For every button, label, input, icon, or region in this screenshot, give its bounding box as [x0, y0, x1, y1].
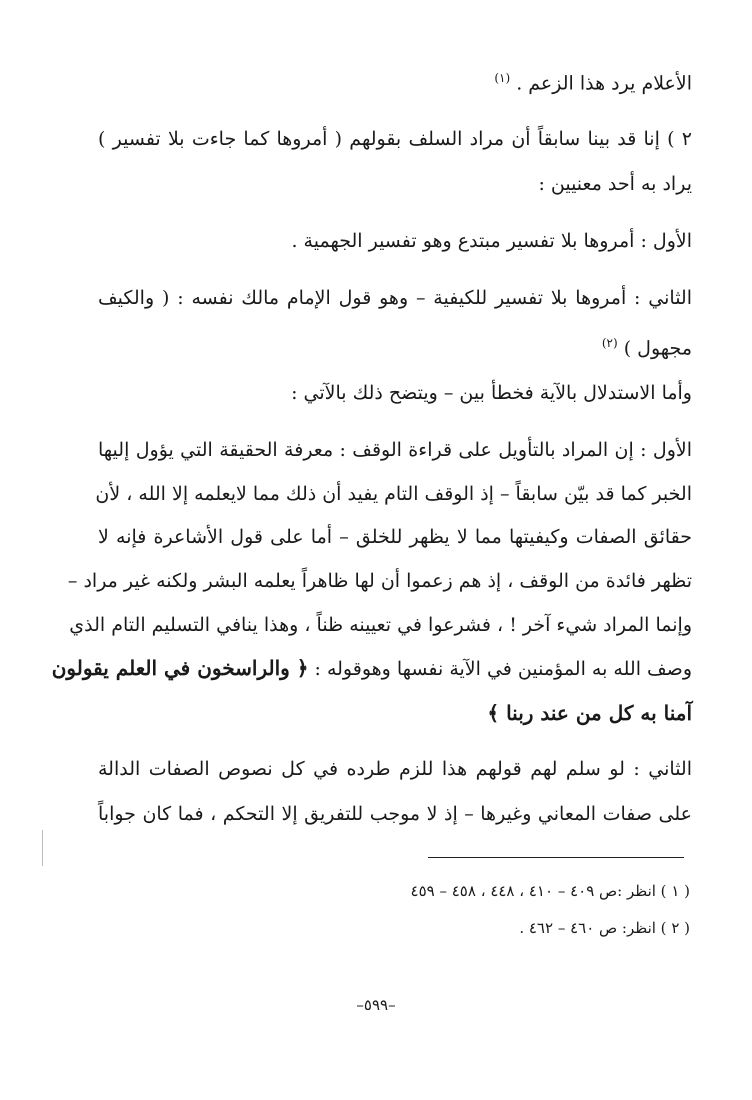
footnote-ref: (١) — [494, 71, 511, 85]
text-line-7 — [98, 379, 692, 407]
text-line-4 — [98, 227, 692, 255]
text-line-5 — [98, 284, 692, 312]
text-line-6 — [98, 329, 692, 362]
line-text: الأول : أمروها بلا تفسير مبتدع وهو تفسير الجهمية . — [291, 230, 692, 252]
text-line-1 — [98, 64, 692, 97]
quran-verse: ﴿ والراسخون في العلم يقولون — [51, 656, 309, 680]
footnote-text: ( ١ ) انظر :ص ٤٠٩ – ٤١٠ ، ٤٤٨ ، ٤٥٨ – ٤٥٩ — [410, 882, 690, 900]
line-text: حقائق الصفات وكيفيتها مما لا يظهر للخلق – أما على قول الأشاعرة فإنه لا — [98, 526, 692, 548]
line-text: وأما الاستدلال بالآية فخطأ بين – ويتضح ذلك بالآتي : — [291, 382, 692, 404]
line-text: وإنما المراد شيء آخر ! ، فشرعوا في تعيينه ظناً ، وهذا ينافي التسليم التام الذي — [69, 614, 692, 636]
text-line-14 — [98, 699, 692, 728]
footnote-ref: (٢) — [601, 336, 618, 350]
line-text: الثاني : لو سلم لهم قولهم هذا للزم طرده في كل نصوص الصفات الدالة — [98, 758, 692, 780]
footnote-1 — [411, 880, 690, 902]
footnote-2 — [519, 917, 690, 939]
line-text: الأول : إن المراد بالتأويل على قراءة الوقف : معرفة الحقيقة التي يؤول إليها — [98, 439, 692, 461]
text-line-13 — [51, 654, 692, 683]
page-number: –٥٩٩– — [356, 996, 396, 1014]
text-line-3 — [98, 170, 692, 198]
text-line-16 — [98, 800, 692, 828]
line-text: تظهر فائدة من الوقف ، إذ هم زعموا أن لها ظاهراً يعلمه البشر ولكنه غير مراد – — [67, 570, 692, 592]
line-text: يراد به أحد معنيين : — [538, 173, 692, 195]
line-text: الثاني : أمروها بلا تفسير للكيفية – وهو قول الإمام مالك نفسه : ( والكيف — [98, 287, 692, 309]
text-line-2 — [98, 125, 692, 153]
margin-mark — [42, 830, 43, 866]
text-line-12 — [69, 611, 692, 639]
text-line-9 — [95, 480, 692, 508]
text-line-11 — [67, 567, 692, 595]
line-text: ٢ ) إنا قد بينا سابقاً أن مراد السلف بقولهم ( أمروها كما جاءت بلا تفسير ) — [98, 128, 692, 150]
line-text: الأعلام يرد هذا الزعم . — [516, 72, 692, 95]
line-text: الخبر كما قد بيّن سابقاً – إذ الوقف التام يفيد أن ذلك مما لايعلمه إلا الله ، لأن — [95, 483, 692, 505]
footnote-separator — [428, 857, 684, 858]
text-line-10 — [98, 523, 692, 551]
text-line-8 — [98, 436, 692, 464]
line-text: وصف الله به المؤمنين في الآية نفسها وهوقوله : — [314, 658, 692, 680]
quran-verse: آمنا به كل من عند ربنا ﴾ — [487, 701, 692, 725]
line-text: مجهول ) — [623, 337, 692, 360]
footnote-text: ( ٢ ) انظر: ص ٤٦٠ – ٤٦٢ . — [519, 919, 690, 937]
line-text: على صفات المعاني وغيرها – إذ لا موجب للتفريق إلا التحكم ، فما كان جواباً — [98, 803, 692, 825]
text-line-15 — [98, 755, 692, 783]
